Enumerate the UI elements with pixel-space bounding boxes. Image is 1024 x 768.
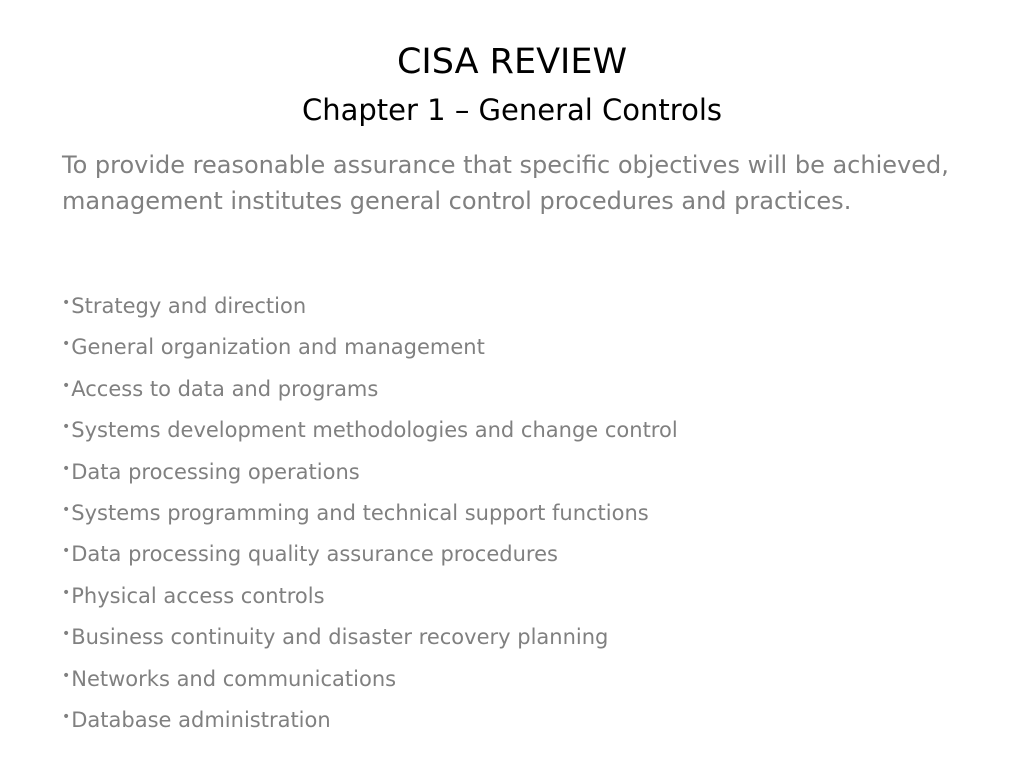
list-item-text: Access to data and programs [71, 376, 379, 401]
list-item [62, 408, 982, 449]
subtitle-text: Chapter 1 – General Controls [302, 93, 722, 127]
list-item-text: General organization and management [71, 335, 485, 360]
list-item [62, 615, 982, 656]
bullet-icon: • [62, 295, 71, 311]
list-item-text: Networks and communications [71, 666, 397, 691]
list-item [62, 574, 982, 615]
list-item-text: Physical access controls [71, 583, 325, 608]
bullet-icon: • [62, 543, 71, 560]
bullet-icon: • [62, 584, 71, 601]
list-item [62, 491, 982, 532]
list-item-text: Business continuity and disaster recovery planning [71, 625, 609, 650]
bullet-icon: • [62, 709, 71, 726]
slide-title [0, 40, 1024, 130]
list-item [62, 325, 982, 366]
list-item-text: Systems development methodologies and change control [71, 418, 678, 443]
list-item-text: Data processing quality assurance procedures [71, 542, 558, 567]
bullet-icon: • [62, 502, 71, 519]
list-item [62, 698, 982, 739]
list-item-text: Data processing operations [71, 459, 360, 484]
bullet-icon: • [62, 667, 71, 684]
list-item [62, 367, 982, 408]
bullet-icon: • [62, 626, 71, 643]
bullet-list [62, 284, 982, 739]
bullet-icon: • [62, 377, 71, 394]
list-item-text: Strategy and direction [71, 294, 307, 318]
bullet-icon: • [62, 419, 71, 436]
bullet-icon: • [62, 460, 71, 477]
list-item-text: Database administration [71, 708, 331, 733]
list-item [62, 657, 982, 698]
list-item [62, 450, 982, 491]
list-item-text: Systems programming and technical support functions [71, 501, 649, 526]
list-item [62, 532, 982, 573]
list-item [62, 284, 982, 325]
title-text: CISA REVIEW [396, 42, 628, 82]
bullet-icon: • [62, 336, 71, 353]
intro-paragraph: To provide reasonable assurance that specific objectives will be achieved, management institutes general control procedures and practices. [62, 151, 949, 215]
